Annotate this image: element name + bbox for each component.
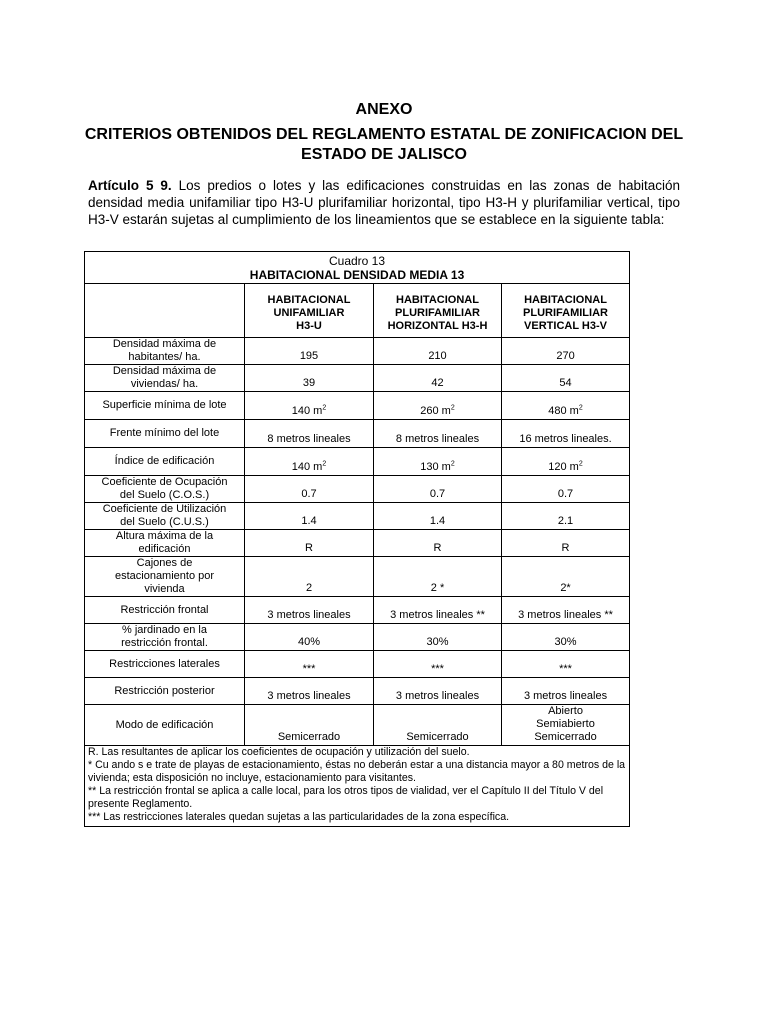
cell-line: 3 metros lineales: [523, 690, 608, 702]
cell-line: 39: [302, 377, 316, 389]
column-header-line: VERTICAL H3-V: [524, 320, 607, 332]
table-cell: [245, 651, 374, 678]
article-text: Los predios o lotes y las edificaciones construidas en las zonas de habitación densidad media unifamiliar tipo H3-U plurifamiliar horizontal, tipo H3-H y plurifamiliar vertical, tipo H3-V estarán sujetas al cumplimiento de los lineamientos que se establece en la siguiente tabla:: [88, 178, 680, 227]
cell-line: 120 $m^2$: [548, 460, 583, 473]
superscript: 2: [450, 404, 455, 412]
cell-line: 3 metros lineales **: [390, 609, 485, 621]
table-row: [85, 420, 630, 448]
table-cell: [374, 530, 502, 557]
row-label-line: Densidad máxima de: [112, 338, 217, 350]
table-row: [85, 530, 630, 557]
column-header-line: H3-U: [296, 320, 322, 332]
note-line: ** La restricción frontal se aplica a calle local, para los otros tipos de vialidad, ver el Capítulo II del Título V del presente Reglamento.: [88, 785, 604, 810]
table-cell: [374, 624, 502, 651]
row-label-line: del Suelo (C.O.S.): [119, 489, 210, 501]
row-label: [85, 678, 245, 705]
row-label-line: viviendas/ ha.: [130, 378, 199, 390]
cell-line: R: [433, 542, 442, 554]
table-cell: [374, 420, 502, 448]
table-row: [85, 705, 630, 746]
cell-line: 8 metros lineales: [267, 433, 351, 445]
cell-line: 140 $m^2$: [291, 404, 327, 417]
row-label: [85, 597, 245, 624]
cell-line: 3 metros lineales **: [518, 609, 613, 621]
cell-line: 30%: [426, 636, 449, 648]
table-cell: [245, 476, 374, 503]
table-row: [85, 597, 630, 624]
table-cell: [502, 476, 630, 503]
note-line: *** Las restricciones laterales quedan sujetas a las particularidades de la zona específica.: [88, 811, 510, 823]
table-cell: [374, 448, 502, 476]
row-label: [85, 624, 245, 651]
table-cell: [502, 705, 630, 746]
table-row: [85, 678, 630, 705]
table-cell: [245, 420, 374, 448]
column-header-line: HABITACIONAL: [396, 294, 479, 306]
cell-line: 3 metros lineales: [267, 609, 351, 621]
table-notes: [85, 746, 630, 827]
table-caption: [85, 252, 630, 284]
table-row: [85, 338, 630, 365]
table-cell: [374, 597, 502, 624]
cell-line: 130 $m^2$: [420, 460, 455, 473]
cell-line: 140 $m^2$: [291, 460, 327, 473]
cell-line: ***: [559, 663, 572, 675]
row-label: [85, 448, 245, 476]
table-cell: [374, 392, 502, 420]
column-header: [374, 284, 502, 338]
table-row: [85, 448, 630, 476]
table-row: [85, 503, 630, 530]
table-cell: [374, 678, 502, 705]
table-row: [85, 651, 630, 678]
table-cell: [374, 476, 502, 503]
cell-line: Abierto: [548, 705, 583, 717]
row-label-line: Restricciones laterales: [109, 657, 220, 670]
table-cell: [374, 365, 502, 392]
table-cell: [502, 624, 630, 651]
cell-line: 195: [299, 350, 319, 362]
cell-line: 1.4: [429, 515, 446, 527]
table-cell: [502, 338, 630, 365]
row-label-line: Cajones de: [136, 557, 193, 569]
table-cell: [502, 448, 630, 476]
table-cell: [245, 624, 374, 651]
table-cell: [502, 392, 630, 420]
note-line: * Cu ando s e trate de playas de estacionamiento, éstas no deberán estar a una distancia mayor a 80 metros de la vivienda; esta disposición no incluye, estacionamiento para visitantes.: [88, 759, 626, 784]
row-label: [85, 338, 245, 365]
row-label-line: Índice de edificación: [114, 455, 215, 467]
row-label-line: Coeficiente de Utilización: [102, 503, 227, 515]
column-header-line: PLURIFAMILIAR: [523, 307, 608, 319]
table-row: [85, 557, 630, 597]
table-row: [85, 624, 630, 651]
cell-line: 210: [428, 350, 447, 362]
cell-line: Semicerrado: [406, 731, 469, 743]
cell-line: 3 metros lineales: [395, 690, 480, 702]
table-cell: [245, 448, 374, 476]
row-label-line: vivienda: [144, 583, 185, 595]
row-label: [85, 705, 245, 746]
article-number: Artículo 5 9.: [88, 178, 172, 193]
column-header-line: UNIFAMILIAR: [273, 307, 345, 319]
row-label: [85, 557, 245, 597]
row-label: [85, 420, 245, 448]
row-label: [85, 503, 245, 530]
superscript: 2: [322, 404, 327, 412]
column-header: [502, 284, 630, 338]
row-label-line: del Suelo (C.U.S.): [120, 516, 209, 528]
column-header-line: PLURIFAMILIAR: [395, 307, 480, 319]
row-label: [85, 392, 245, 420]
cell-line: R: [561, 542, 570, 554]
column-header-line: HABITACIONAL: [524, 294, 607, 306]
cell-line: 54: [559, 377, 572, 389]
cell-line: 2*: [560, 582, 571, 594]
column-header-line: HORIZONTAL H3-H: [387, 320, 488, 332]
annex-heading: ANEXO: [355, 101, 413, 118]
cell-line: Semicerrado: [277, 731, 341, 743]
table-cell: [374, 557, 502, 597]
table-number: Cuadro 13: [328, 253, 386, 268]
cell-line: 1.4: [301, 515, 317, 527]
cell-line: Semicerrado: [534, 731, 597, 743]
row-label-line: Modo de edificación: [115, 718, 214, 731]
table-cell: [502, 678, 630, 705]
cell-line: 40%: [297, 636, 321, 648]
cell-line: 270: [556, 350, 575, 362]
table-cell: [374, 651, 502, 678]
intro-paragraph: [88, 177, 680, 228]
table-cell: [374, 503, 502, 530]
table-cell: [245, 338, 374, 365]
cell-line: 0.7: [429, 488, 446, 500]
zoning-table: [84, 251, 630, 827]
cell-line: 3 metros lineales: [267, 690, 351, 702]
column-header-line: HABITACIONAL: [267, 294, 351, 306]
table-cell: [245, 678, 374, 705]
table-cell: [245, 365, 374, 392]
row-label-line: habitantes/ ha.: [128, 351, 201, 363]
table-cell: [245, 530, 374, 557]
cell-line: 480 $m^2$: [548, 404, 583, 417]
table-cell: [374, 338, 502, 365]
superscript: 2: [578, 404, 583, 412]
row-label-line: Altura máxima de la: [115, 530, 214, 542]
row-label-line: Restricción posterior: [114, 684, 215, 697]
table-row: [85, 476, 630, 503]
row-label-line: % jardinado en la: [121, 624, 207, 636]
row-label-line: Frente mínimo del lote: [109, 427, 220, 439]
cell-line: 260 $m^2$: [420, 404, 455, 417]
row-label: [85, 651, 245, 678]
table-row: [85, 392, 630, 420]
cell-line: 2 *: [430, 582, 445, 594]
cell-line: 0.7: [557, 488, 574, 500]
table-title: HABITACIONAL DENSIDAD MEDIA 13: [249, 267, 465, 282]
superscript: 2: [322, 460, 327, 468]
cell-line: 0.7: [301, 488, 317, 500]
row-label-line: estacionamiento por: [114, 570, 215, 582]
table-cell: [502, 530, 630, 557]
row-label-line: Restricción frontal: [120, 603, 209, 616]
cell-line: ***: [431, 663, 444, 675]
table-cell: [245, 597, 374, 624]
table-cell: [502, 365, 630, 392]
table-cell: [502, 557, 630, 597]
cell-line: 2: [305, 582, 313, 594]
cell-line: R: [305, 542, 313, 554]
document-title: CRITERIOS OBTENIDOS DEL REGLAMENTO ESTATAL DE ZONIFICACION DEL ESTADO DE JALISCO: [84, 126, 684, 163]
table-cell: [502, 420, 630, 448]
column-header: [245, 284, 374, 338]
table-cell: [502, 597, 630, 624]
table-cell: [245, 557, 374, 597]
cell-line: 16 metros lineales.: [519, 433, 612, 445]
table-cell: [245, 503, 374, 530]
cell-line: 42: [431, 377, 444, 389]
table-cell: [245, 392, 374, 420]
table-cell: [502, 651, 630, 678]
table-cell: [245, 705, 374, 746]
note-line: R. Las resultantes de aplicar los coeficientes de ocupación y utilización del suelo.: [88, 746, 470, 758]
cell-line: 8 metros lineales: [395, 433, 480, 445]
row-label: [85, 365, 245, 392]
table-cell: [374, 705, 502, 746]
cell-line: 30%: [554, 636, 577, 648]
row-label: [85, 476, 245, 503]
cell-line: 2.1: [557, 515, 574, 527]
cell-line: Semiabierto: [536, 718, 595, 730]
row-label-line: Superficie mínima de lote: [102, 399, 227, 411]
table-row: [85, 365, 630, 392]
row-label-line: edificación: [138, 543, 191, 555]
row-label: [85, 530, 245, 557]
header-corner: [85, 284, 245, 338]
row-label-line: restricción frontal.: [121, 637, 208, 649]
superscript: 2: [578, 460, 583, 468]
cell-line: ***: [302, 663, 316, 675]
table-cell: [502, 503, 630, 530]
row-label-line: Densidad máxima de: [112, 365, 217, 377]
row-label-line: Coeficiente de Ocupación: [101, 476, 228, 488]
superscript: 2: [450, 460, 455, 468]
